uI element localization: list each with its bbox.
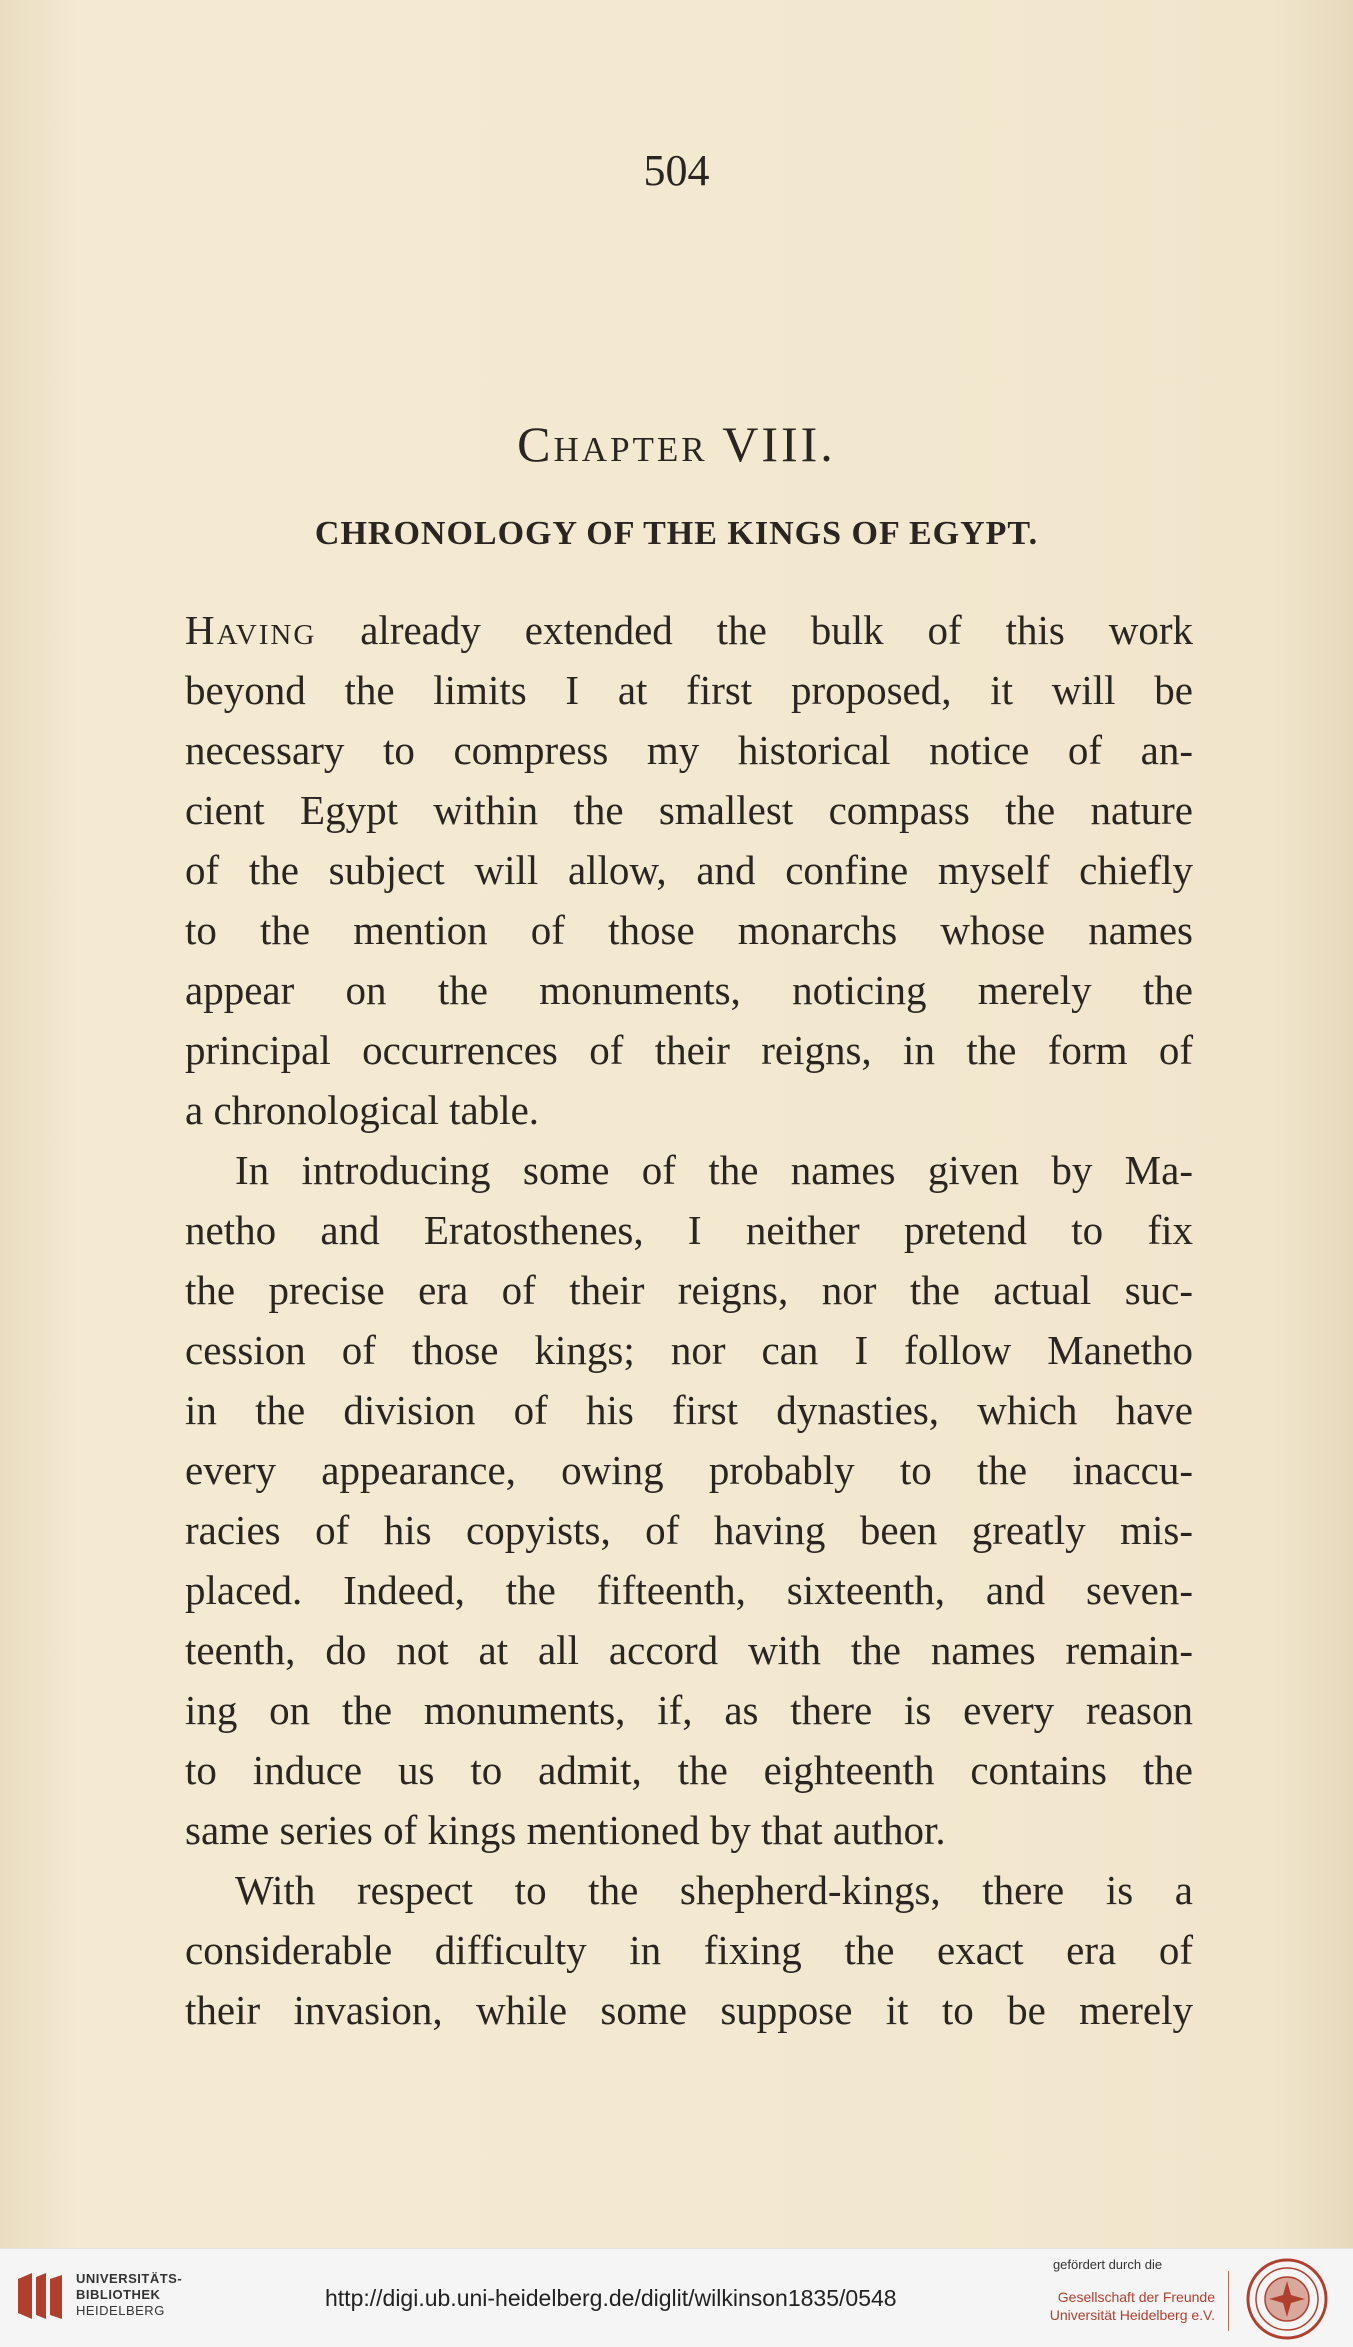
library-name-line: UNIVERSITÄTS- [76, 2271, 183, 2286]
text-line: to induce us to admit, the eighteenth contains the [185, 1747, 1193, 1793]
text-line: cession of those kings; nor can I follow Manetho [185, 1327, 1193, 1373]
text-line: With respect to the shepherd-kings, there is a [235, 1867, 1193, 1913]
library-name [76, 2271, 182, 2319]
text-line: in the division of his first dynasties, which have [185, 1387, 1193, 1433]
chapter-heading: Chapter VIII. [517, 416, 836, 472]
text-line: beyond the limits I at first proposed, it will be [185, 667, 1193, 713]
body-text [185, 600, 1193, 2040]
chapter-title: CHRONOLOGY OF THE KINGS OF EGYPT. [314, 515, 1039, 552]
text-line: In introducing some of the names given by Ma- [235, 1147, 1193, 1193]
text-line: same series of kings mentioned by that author. [185, 1807, 946, 1853]
dropword: Having [185, 607, 317, 653]
text-line: of the subject will allow, and confine myself chiefly [185, 847, 1193, 893]
page-number: 504 [643, 146, 710, 195]
text-line: appear on the monuments, noticing merely the [185, 967, 1193, 1013]
sponsor-name: Universität Heidelberg e.V. [1049, 2307, 1215, 2323]
text-line: the precise era of their reigns, nor the actual suc- [185, 1267, 1193, 1313]
ub-heidelberg-logo-icon[interactable] [12, 2269, 68, 2325]
text-line: considerable difficulty in fixing the exact era of [185, 1927, 1193, 1973]
text-line: every appearance, owing probably to the inaccu- [185, 1447, 1193, 1493]
text-line: netho and Eratosthenes, I neither pretend to fix [185, 1207, 1193, 1253]
university-seal-icon[interactable] [1245, 2257, 1329, 2341]
text-line: racies of his copyists, of having been greatly mis- [185, 1507, 1193, 1553]
text-line: necessary to compress my historical notice of an- [185, 727, 1193, 773]
text-line: principal occurrences of their reigns, in the form of [185, 1027, 1193, 1073]
text-line: their invasion, while some suppose it to be merely [185, 1987, 1193, 2033]
library-name-line: BIBLIOTHEK [76, 2287, 161, 2302]
sponsor-block [1000, 2257, 1215, 2324]
sponsor-byline: gefördert durch die [1052, 2257, 1163, 2272]
text-line: placed. Indeed, the fifteenth, sixteenth, and seven- [185, 1567, 1193, 1613]
text-line-content: already extended the bulk of this work [316, 607, 1193, 653]
permalink[interactable]: http://digi.ub.uni-heidelberg.de/diglit/wilkinson1835/0548 [325, 2285, 897, 2311]
text-line: ing on the monuments, if, as there is every reason [185, 1687, 1193, 1733]
text-line: teenth, do not at all accord with the names remain- [185, 1627, 1193, 1673]
text-line: a chronological table. [185, 1087, 540, 1133]
digital-library-footer [0, 2248, 1353, 2347]
text-line: cient Egypt within the smallest compass the nature [185, 787, 1193, 833]
sponsor-name: Gesellschaft der Freunde [1057, 2289, 1215, 2305]
text-line: to the mention of those monarchs whose names [185, 907, 1193, 953]
divider [1228, 2271, 1229, 2331]
text-line [185, 600, 1193, 660]
library-name-line: HEIDELBERG [76, 2303, 165, 2318]
